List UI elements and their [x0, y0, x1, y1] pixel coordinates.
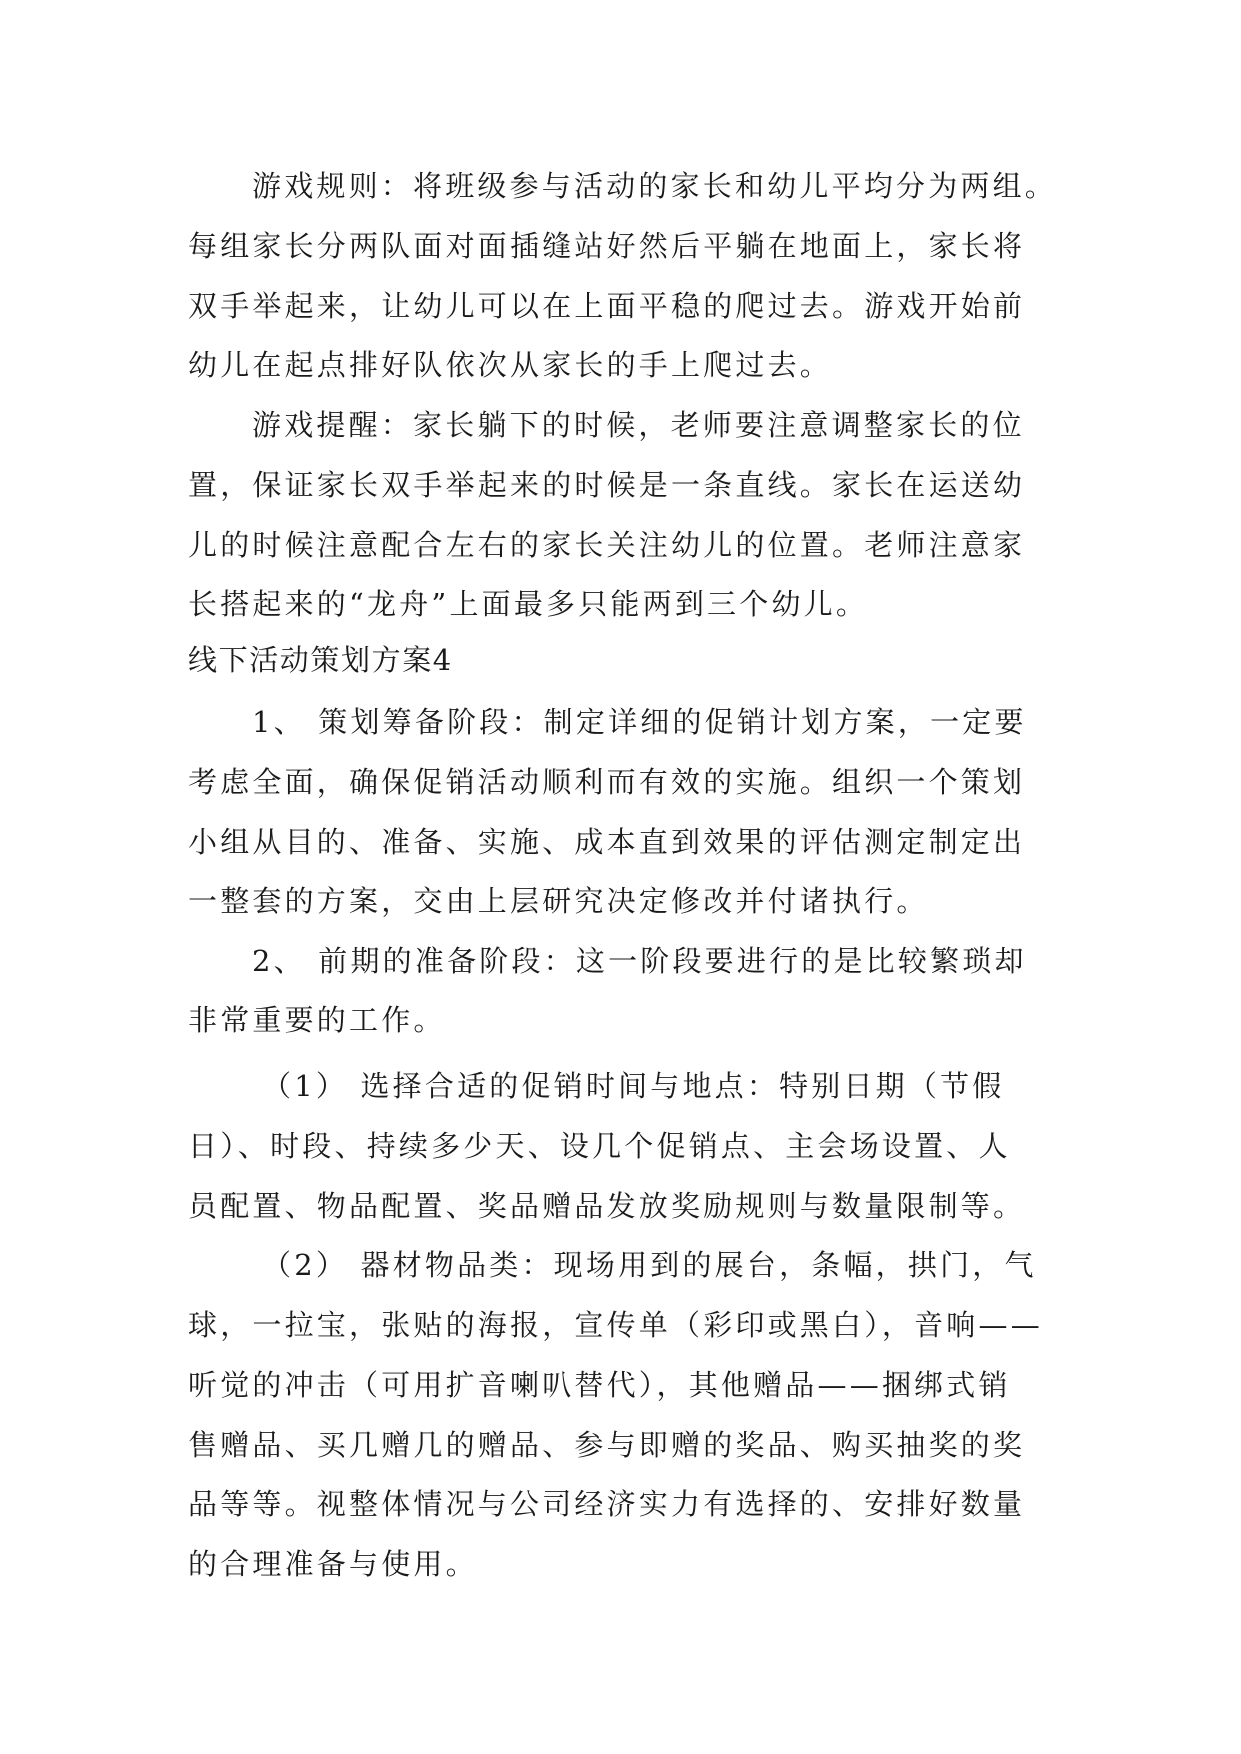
paragraph-sub-2-line-2: 球，一拉宝，张贴的海报，宣传单（彩印或黑白），音响——	[188, 1308, 1043, 1342]
paragraph-game-tips-line-4: 长搭起来的“龙舟”上面最多只能两到三个幼儿。	[188, 587, 869, 621]
paragraph-step-1-line-3: 小组从目的、准备、实施、成本直到效果的评估测定制定出	[188, 825, 1026, 859]
section-heading: 线下活动策划方案4	[188, 643, 453, 677]
paragraph-sub-2-line-3: 听觉的冲击（可用扩音喇叭替代），其他赠品——捆绑式销	[188, 1368, 1011, 1402]
paragraph-game-rules-line-4: 幼儿在起点排好队依次从家长的手上爬过去。	[188, 348, 833, 382]
paragraph-step-2-line-1: 2、 前期的准备阶段：这一阶段要进行的是比较繁琐却	[252, 944, 1027, 978]
paragraph-sub-2-line-6: 的合理准备与使用。	[188, 1547, 478, 1581]
paragraph-sub-1-line-3: 员配置、物品配置、奖品赠品发放奖励规则与数量限制等。	[188, 1189, 1026, 1223]
paragraph-step-1-line-2: 考虑全面，确保促销活动顺利而有效的实施。组织一个策划	[188, 765, 1026, 799]
paragraph-game-rules-line-1: 游戏规则：将班级参与活动的家长和幼儿平均分为两组。	[252, 169, 1058, 203]
paragraph-step-2-line-2: 非常重要的工作。	[188, 1003, 446, 1037]
paragraph-game-rules-line-3: 双手举起来，让幼儿可以在上面平稳的爬过去。游戏开始前	[188, 289, 1026, 323]
paragraph-sub-1-line-1: （1） 选择合适的促销时间与地点：特别日期（节假	[262, 1069, 1005, 1103]
paragraph-game-tips-line-3: 儿的时候注意配合左右的家长关注幼儿的位置。老师注意家	[188, 528, 1026, 562]
paragraph-step-1-line-4: 一整套的方案，交由上层研究决定修改并付诸执行。	[188, 884, 929, 918]
paragraph-sub-2-line-5: 品等等。视整体情况与公司经济实力有选择的、安排好数量	[188, 1487, 1026, 1521]
paragraph-sub-1-line-2: 日）、时段、持续多少天、设几个促销点、主会场设置、人	[188, 1129, 1011, 1163]
paragraph-sub-2-line-4: 售赠品、买几赠几的赠品、参与即赠的奖品、购买抽奖的奖	[188, 1428, 1026, 1462]
paragraph-sub-2-line-1: （2） 器材物品类：现场用到的展台，条幅，拱门，气	[262, 1248, 1037, 1282]
paragraph-game-tips-line-2: 置，保证家长双手举起来的时候是一条直线。家长在运送幼	[188, 468, 1026, 502]
paragraph-game-rules-line-2: 每组家长分两队面对面插缝站好然后平躺在地面上，家长将	[188, 229, 1026, 263]
paragraph-game-tips-line-1: 游戏提醒：家长躺下的时候，老师要注意调整家长的位	[252, 408, 1025, 442]
paragraph-step-1-line-1: 1、 策划筹备阶段：制定详细的促销计划方案，一定要	[252, 705, 1027, 739]
